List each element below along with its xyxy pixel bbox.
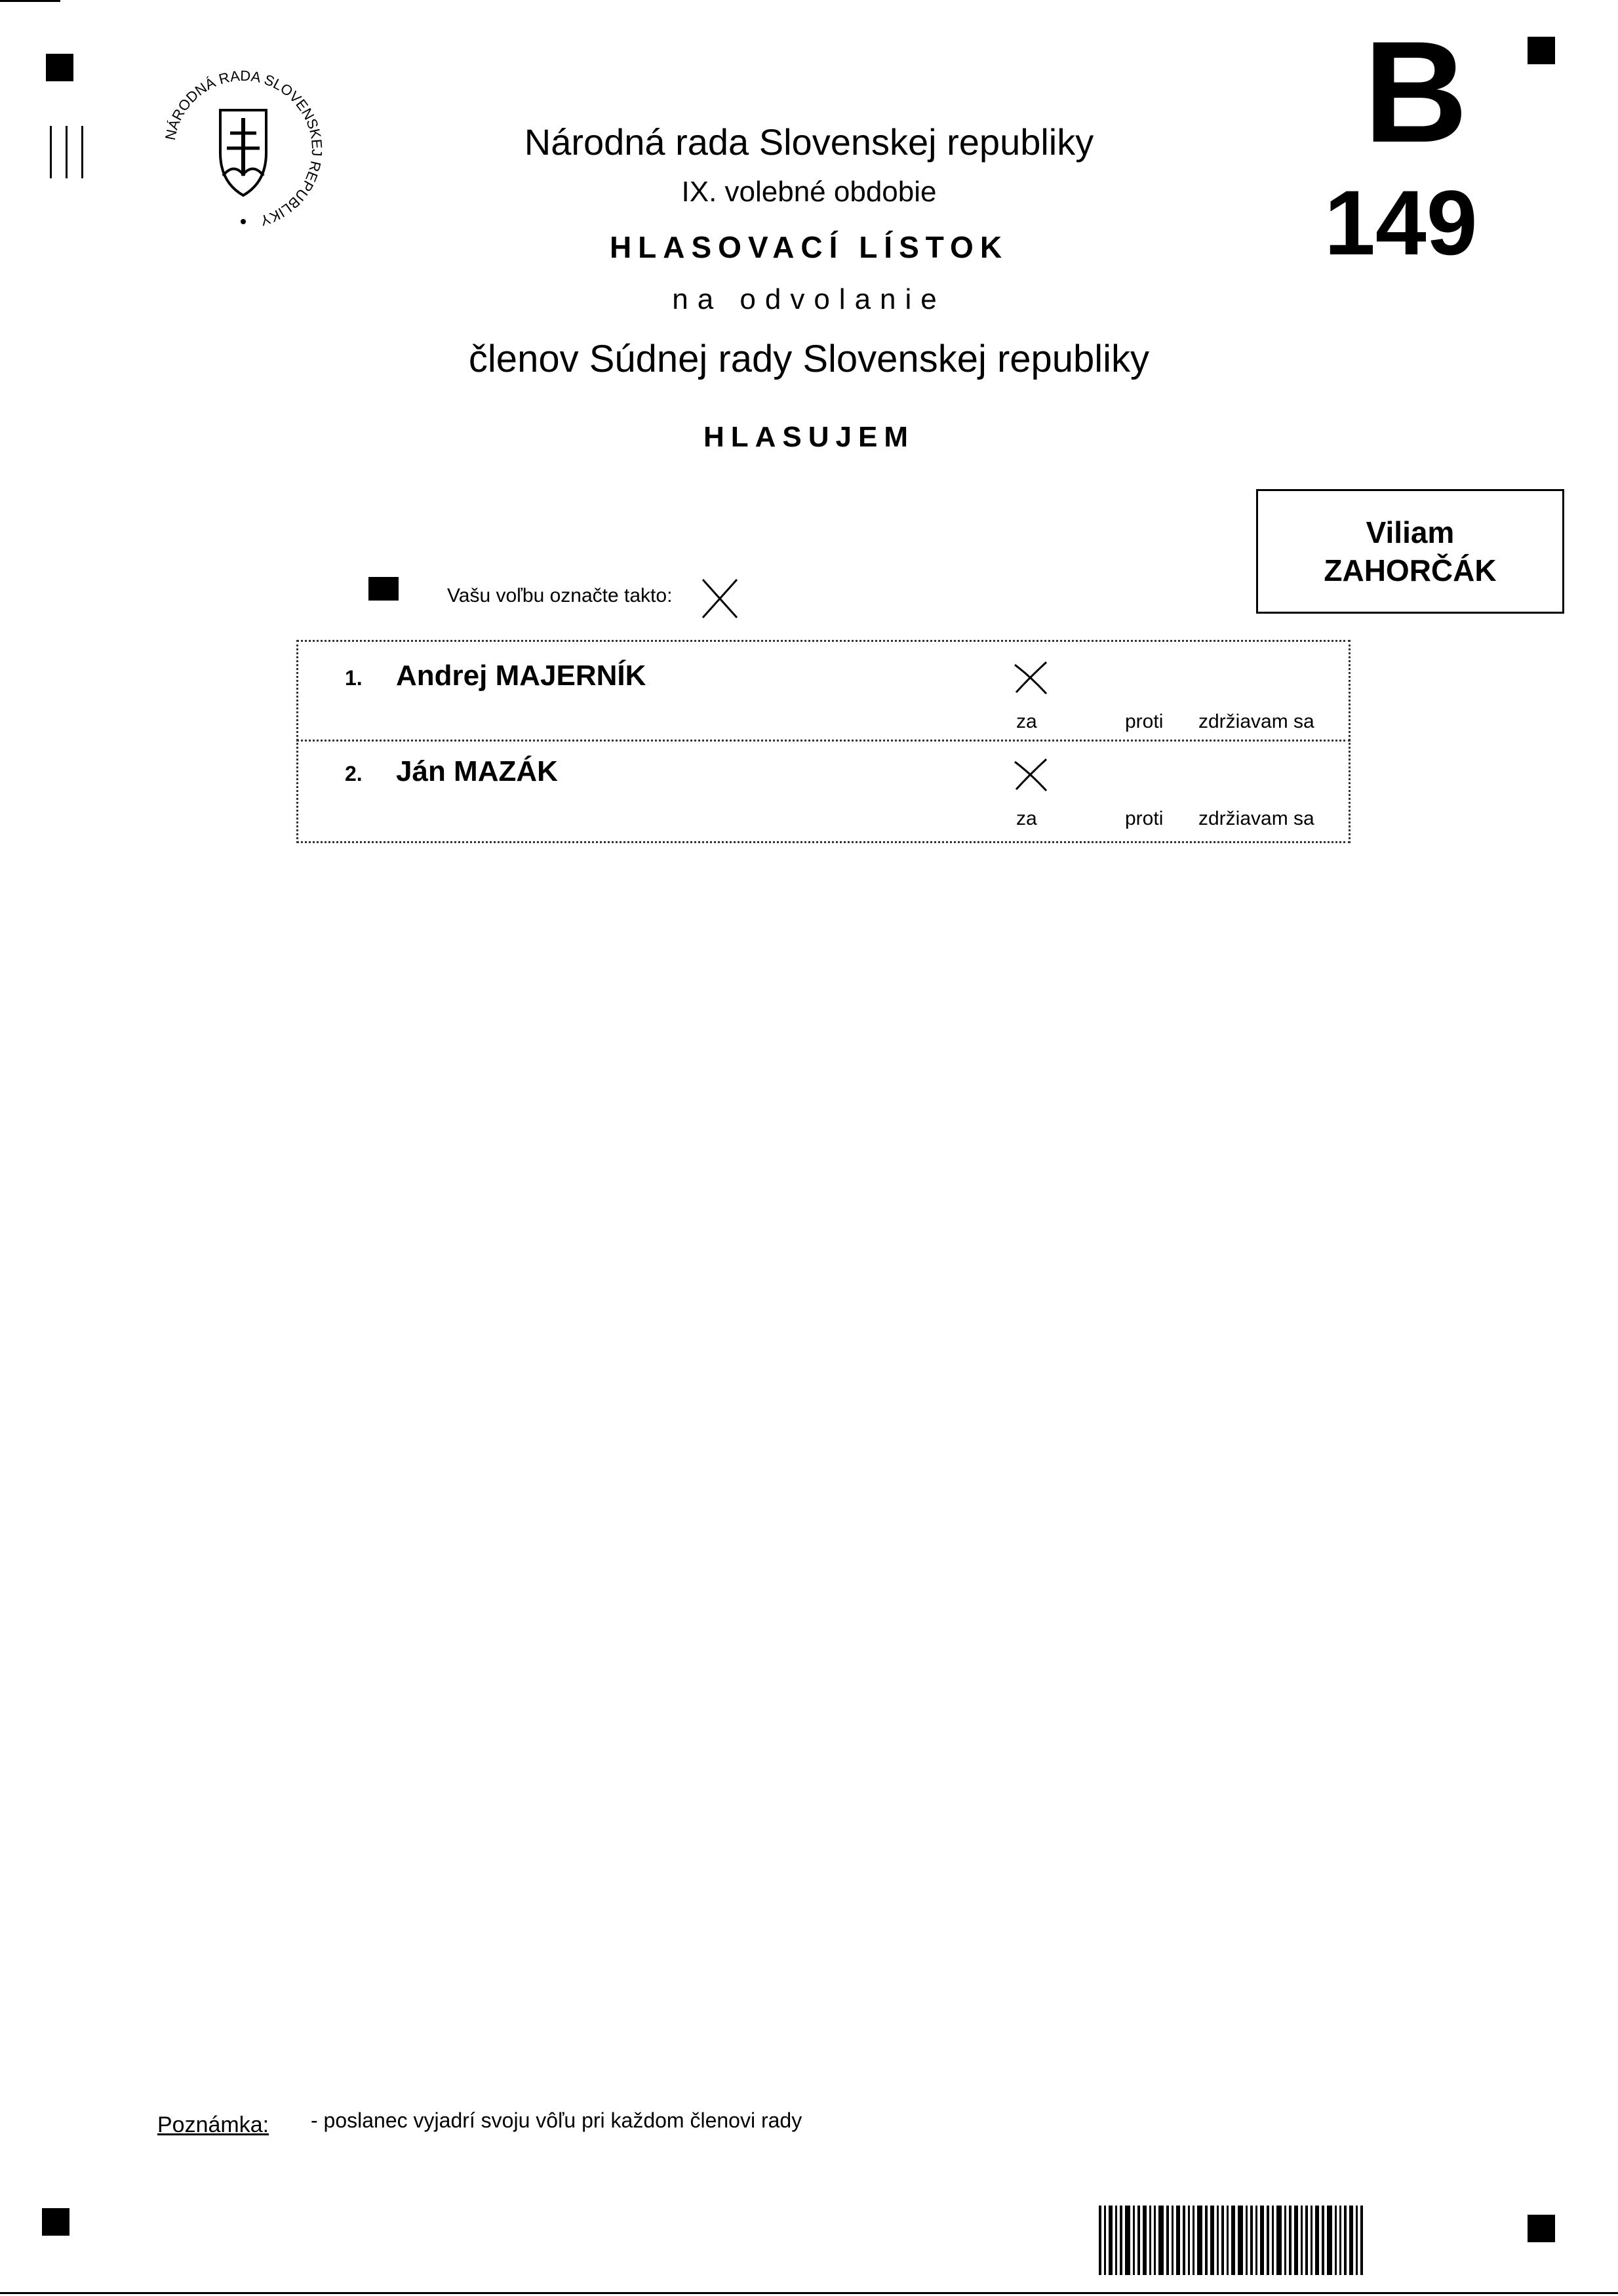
option-abstain[interactable]: zdržiavam sa (1198, 711, 1314, 732)
barcode-bar (1289, 2206, 1292, 2275)
barcode-bar (1205, 2206, 1208, 2275)
voter-first-name: Viliam (1366, 515, 1455, 549)
barcode-bar (1327, 2206, 1332, 2275)
voter-name-box (1256, 489, 1564, 614)
barcode-bar (1137, 2206, 1140, 2275)
registration-mark-bottom-left (42, 2208, 69, 2236)
barcode-bar (1250, 2206, 1253, 2275)
institution-name: Národná rada Slovenskej republiky (524, 121, 1094, 163)
barcode-bar (1260, 2206, 1264, 2275)
option-against[interactable]: proti (1125, 808, 1164, 829)
barcode-bar (1158, 2206, 1164, 2275)
barcode-bar (1246, 2206, 1248, 2275)
frame-line-bottom (0, 2292, 1618, 2294)
barcode-bar (1176, 2206, 1180, 2275)
barcode-bar (1104, 2206, 1106, 2275)
barcode-bar (1231, 2206, 1235, 2275)
vote-mark-icon[interactable] (1011, 660, 1050, 696)
barcode-bar (1183, 2206, 1185, 2275)
ballot-subject: členov Súdnej rady Slovenskej republiky (468, 338, 1150, 380)
barcode-bar (1125, 2206, 1130, 2275)
barcode-bar (1143, 2206, 1147, 2275)
barcode-bar (1188, 2206, 1190, 2275)
barcode-bar (1360, 2206, 1363, 2275)
barcode-bar (1305, 2206, 1308, 2275)
registration-mark-top-right (1528, 37, 1555, 64)
note-label: Poznámka: (157, 2112, 269, 2137)
barcode-bar (1210, 2206, 1214, 2275)
barcode-bar (1120, 2206, 1122, 2275)
barcode-bar (1267, 2206, 1269, 2275)
barcode-bar (1344, 2206, 1347, 2275)
vote-mark-icon[interactable] (1011, 757, 1050, 793)
barcode-bar (1238, 2206, 1243, 2275)
barcode-bar (1099, 2206, 1101, 2275)
option-for[interactable]: za (1016, 808, 1037, 829)
barcode-bar (1109, 2206, 1113, 2275)
frame-line-top (0, 0, 60, 2)
candidate-name: Ján MAZÁK (396, 755, 558, 787)
example-cross-icon (700, 577, 740, 620)
barcode-bar (1255, 2206, 1257, 2275)
instructions-text: Vašu voľbu označte takto: (447, 585, 673, 606)
barcode-bar (1284, 2206, 1286, 2275)
barcode-bar (1227, 2206, 1229, 2275)
barcode-bar (1301, 2206, 1303, 2275)
barcode-bar (1172, 2206, 1174, 2275)
series-letter: B (1364, 11, 1468, 172)
barcode-bar (1294, 2206, 1298, 2275)
registration-mark-bottom-right (1528, 2215, 1555, 2242)
barcode-bar (1221, 2206, 1224, 2275)
note-text: - poslanec vyjadrí svoju vôľu pri každom členovi rady (311, 2108, 802, 2132)
barcode-bar (1335, 2206, 1337, 2275)
barcode-bar (1349, 2206, 1353, 2275)
barcode-bar (1193, 2206, 1194, 2275)
barcode-bar (1322, 2206, 1324, 2275)
option-abstain[interactable]: zdržiavam sa (1198, 808, 1314, 829)
ballot-title: HLASOVACÍ LÍSTOK (609, 230, 1009, 264)
barcode-bar (1311, 2206, 1312, 2275)
registration-mark-instructions (368, 577, 399, 601)
candidate-row (296, 640, 1351, 740)
barcode-bar (1276, 2206, 1282, 2275)
barcode-bar (1149, 2206, 1151, 2275)
barcode-bar (1272, 2206, 1274, 2275)
registration-mark-top-left (46, 54, 73, 81)
barcode-bar (1154, 2206, 1156, 2275)
electoral-term: IX. volebné obdobie (681, 176, 937, 208)
barcode-bar (1339, 2206, 1341, 2275)
seal-text: NÁRODNÁ RADA SLOVENSKEJ REPUBLIKY (161, 67, 326, 229)
vote-heading: HLASUJEM (703, 421, 915, 453)
ballot-number: 149 (1324, 171, 1478, 274)
barcode-bar (1166, 2206, 1169, 2275)
voter-last-name: ZAHORČÁK (1324, 553, 1497, 587)
barcode-bar (1115, 2206, 1117, 2275)
barcode-bar (1217, 2206, 1219, 2275)
candidate-name: Andrej MAJERNÍK (396, 660, 646, 692)
candidate-row (296, 741, 1351, 843)
option-for[interactable]: za (1016, 711, 1037, 732)
barcode-bar (1197, 2206, 1202, 2275)
candidate-number: 1. (345, 666, 363, 690)
barcode-bar (1315, 2206, 1319, 2275)
barcode-bar (1356, 2206, 1358, 2275)
candidate-number: 2. (345, 762, 363, 785)
barcode (1099, 2206, 1466, 2275)
barcode-bar (1133, 2206, 1135, 2275)
ballot-purpose: na odvolanie (672, 283, 946, 315)
option-against[interactable]: proti (1125, 711, 1164, 732)
